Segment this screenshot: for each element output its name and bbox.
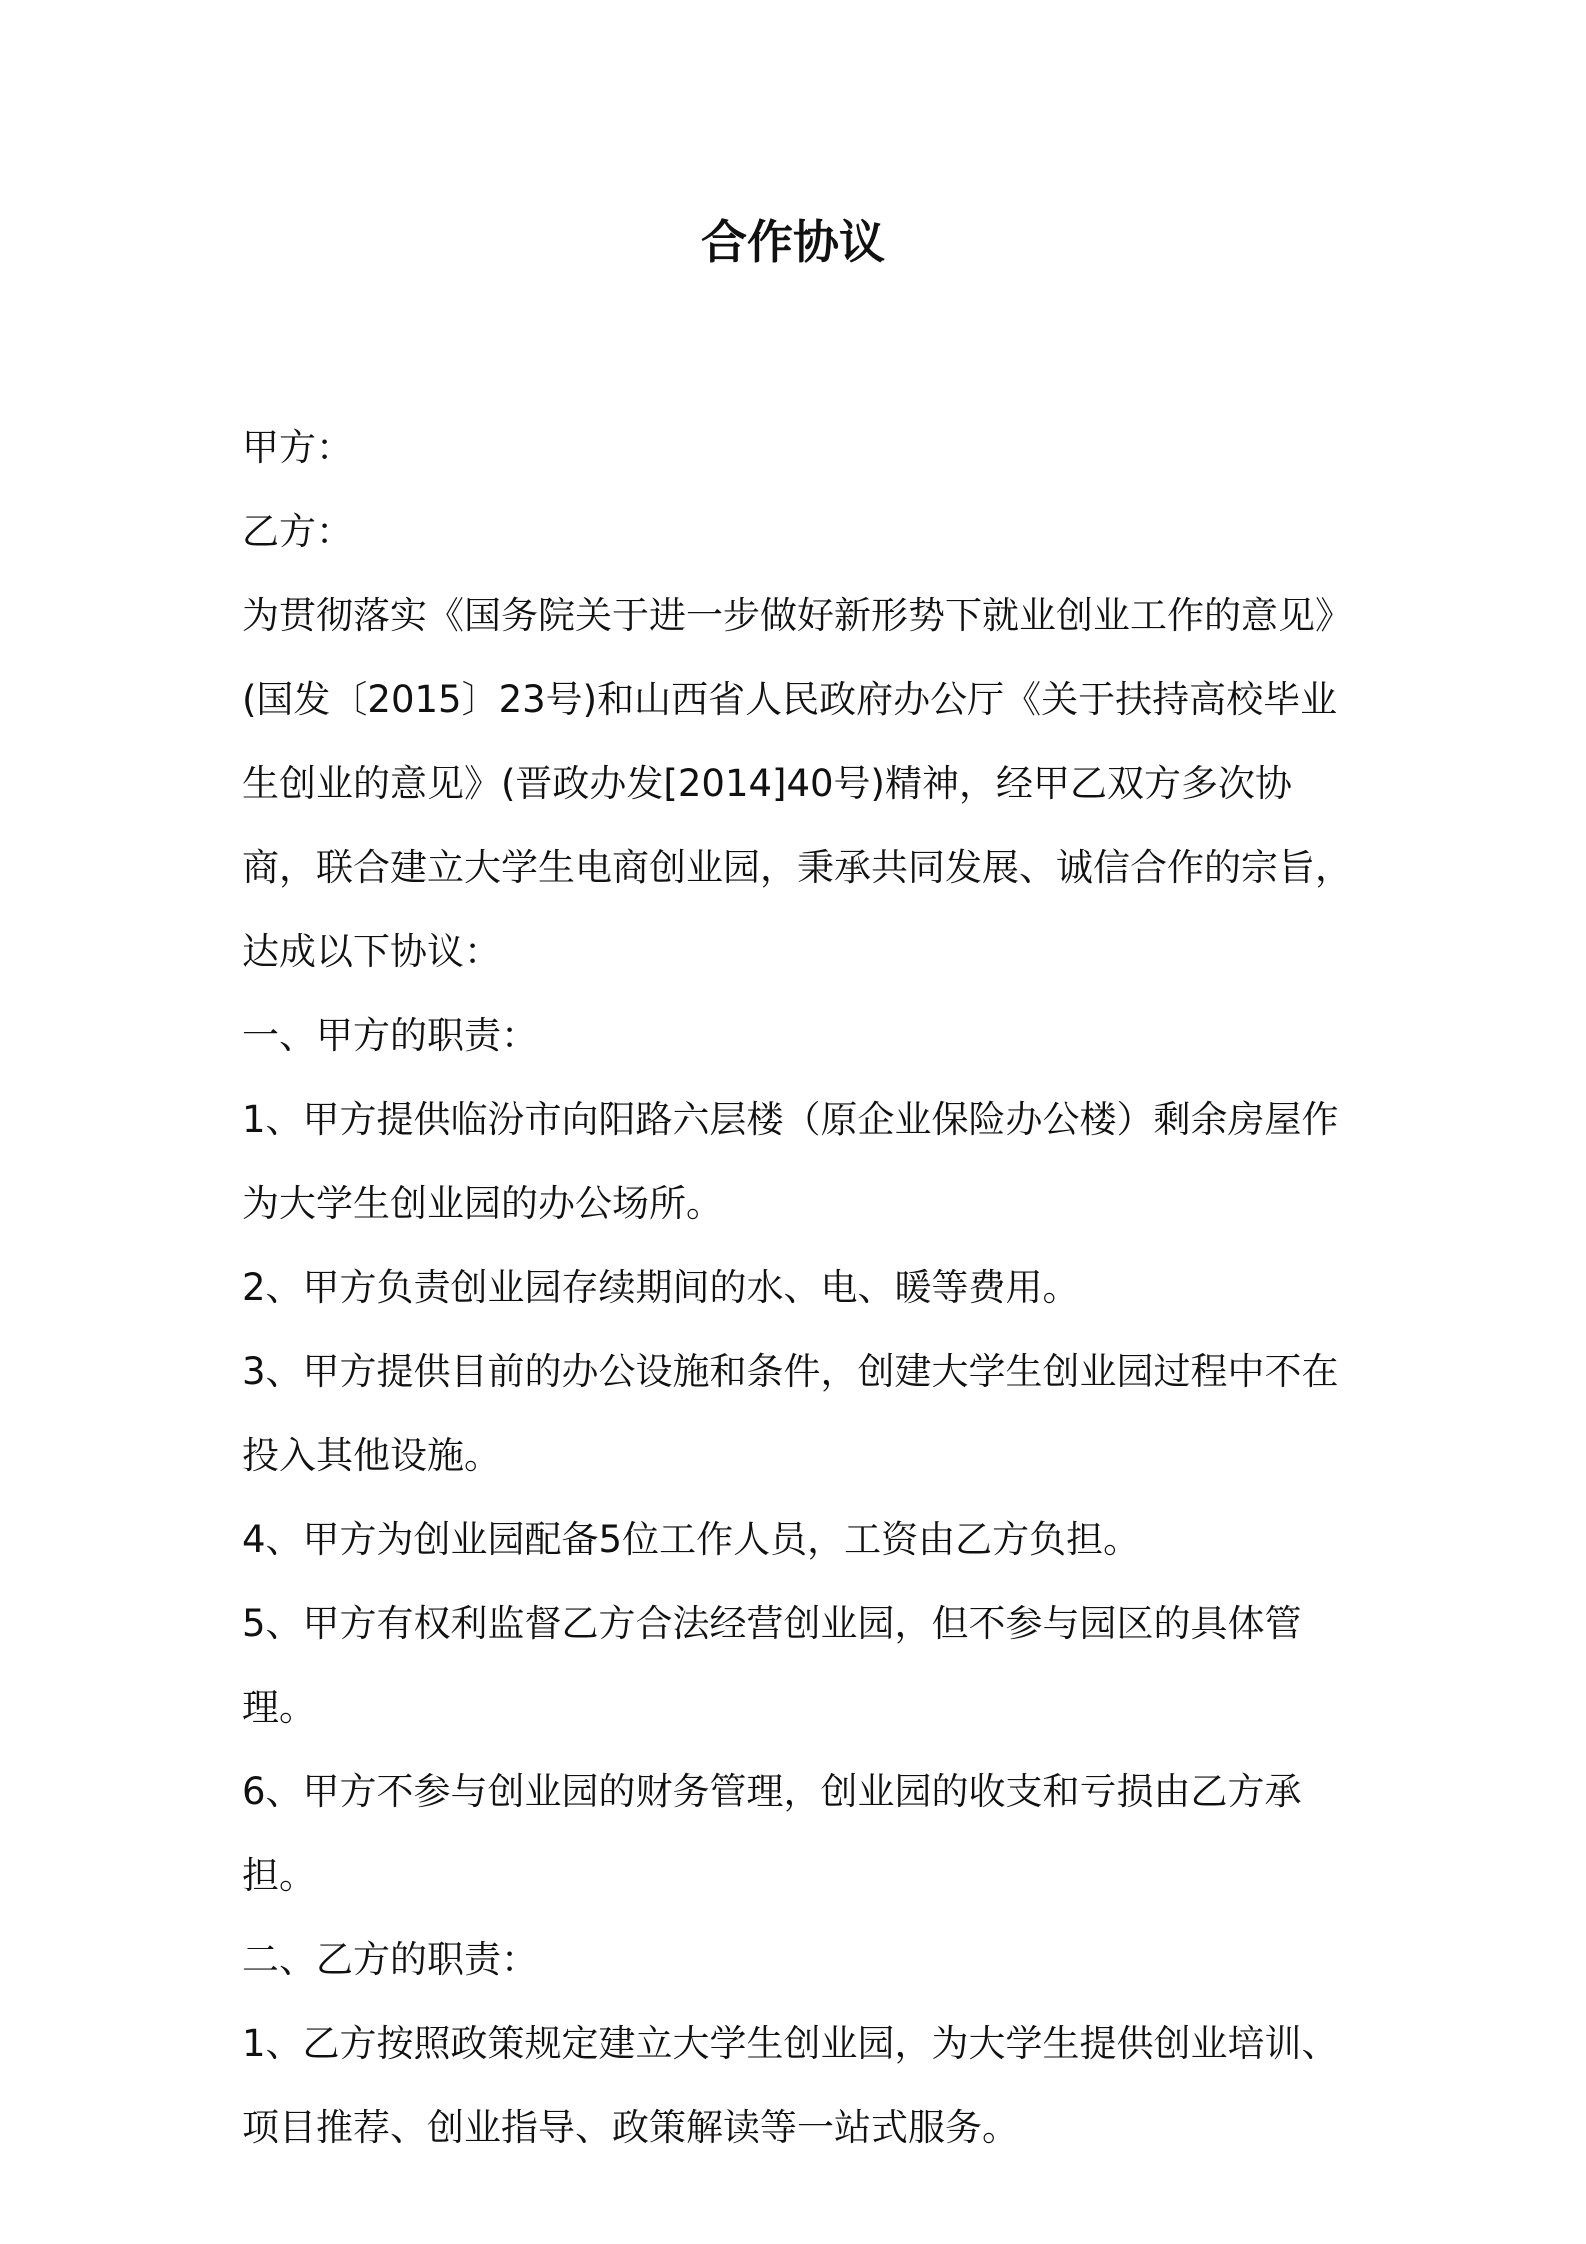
- section-1-clause-1: 1、甲方提供临汾市向阳路六层楼（原企业保险办公楼）剩余房屋作为大学生创业园的办公场所。: [242, 1098, 1339, 1225]
- intro-paragraph: 为贯彻落实《国务院关于进一步做好新形势下就业创业工作的意见》(国发〔2015〕23号)和山西省人民政府办公厅《关于扶持高校毕业生创业的意见》(晋政办发[2014]40号)精神，经甲乙双方多次协商，联合建立大学生电商创业园，秉承共同发展、诚信合作的宗旨，达成以下协议：: [242, 594, 1352, 973]
- document-title: 合作协议: [701, 215, 885, 269]
- section-1-clause-4: 4、甲方为创业园配备5位工作人员，工资由乙方负担。: [242, 1518, 1141, 1561]
- section-2-heading: 二、乙方的职责：: [242, 1938, 538, 1981]
- section-1-clause-2: 2、甲方负责创业园存续期间的水、电、暖等费用。: [242, 1266, 1080, 1309]
- party-a-line: 甲方：: [242, 426, 353, 469]
- document-body: [242, 406, 1352, 2170]
- section-1-clause-3: 3、甲方提供目前的办公设施和条件，创建大学生创业园过程中不在投入其他设施。: [242, 1350, 1339, 1477]
- section-1-clause-6: 6、甲方不参与创业园的财务管理，创业园的收支和亏损由乙方承担。: [242, 1770, 1302, 1897]
- party-b-line: 乙方：: [242, 510, 353, 553]
- section-1-clause-5: 5、甲方有权利监督乙方合法经营创业园，但不参与园区的具体管理。: [242, 1602, 1302, 1729]
- section-2-clause-1: 1、乙方按照政策规定建立大学生创业园，为大学生提供创业培训、项目推荐、创业指导、政策解读等一站式服务。: [242, 2022, 1339, 2149]
- section-1-heading: 一、甲方的职责：: [242, 1014, 538, 1057]
